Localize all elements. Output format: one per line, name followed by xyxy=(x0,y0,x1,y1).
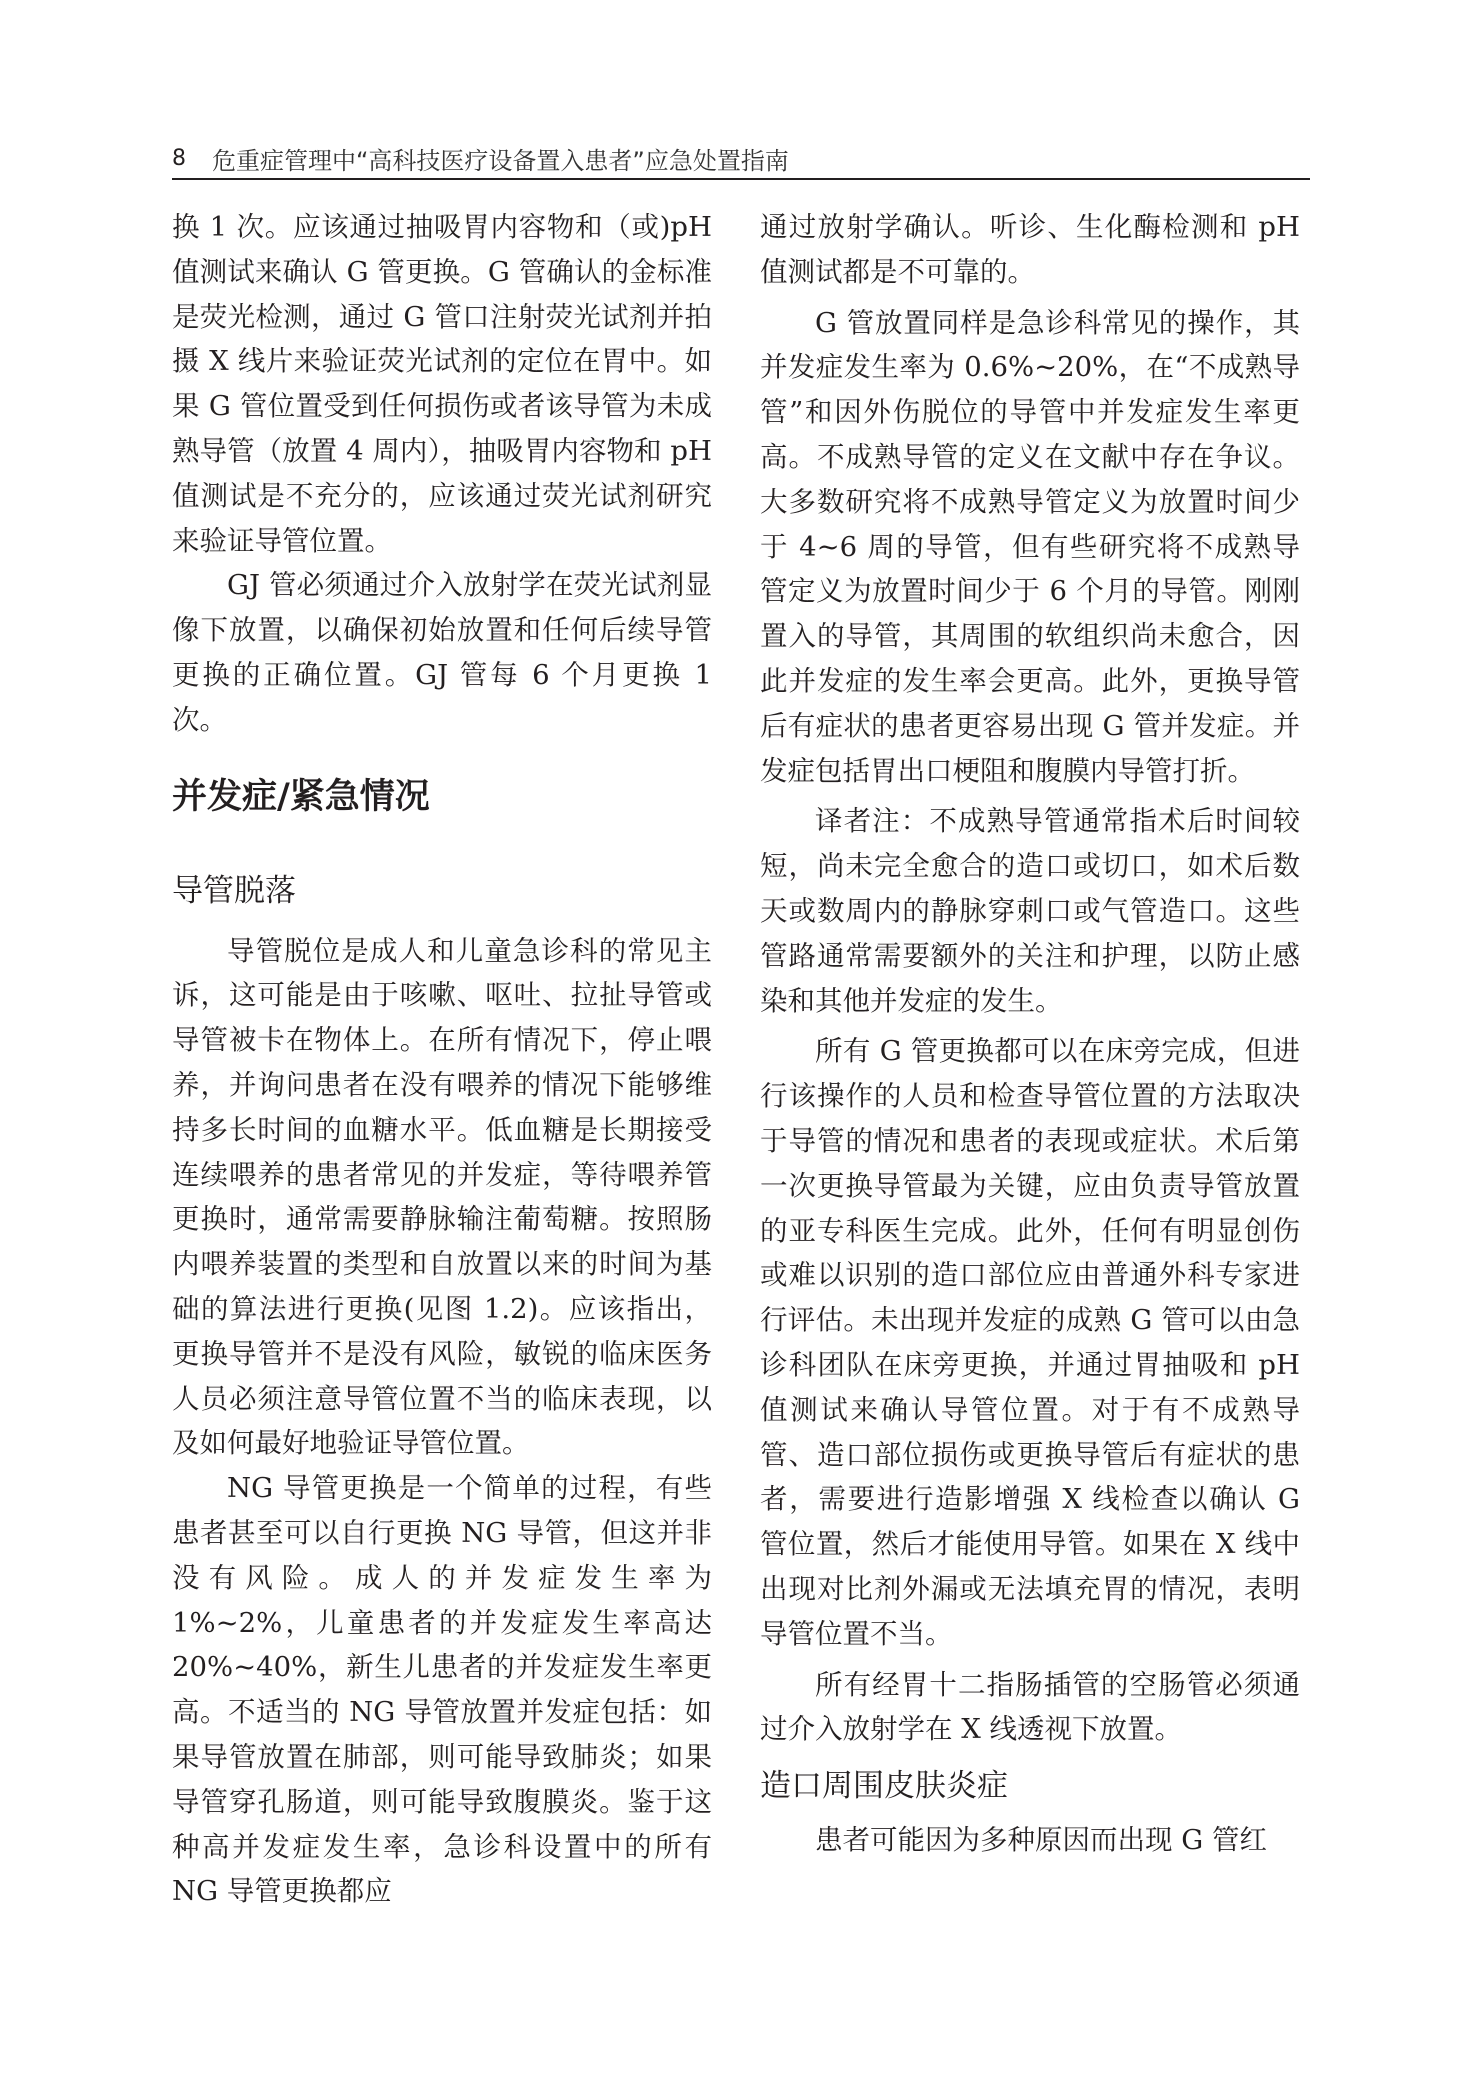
paragraph: NG 导管更换是一个简单的过程，有些患者甚至可以自行更换 NG 导管，但这并非没有风险。成人的并发症发生率为 1%~2%，儿童患者的并发症发生率高达 20%~40%，新生儿患者的并发症发生率更高。不适当的 NG 导管放置并发症包括：如果导管放置在肺部，则可能导致肺炎；如果导管穿孔肠道，则可能导致腹膜炎。鉴于这种高并发症发生率，急诊科设置中的所有 NG 导管更换都应 xyxy=(172,1472,712,1908)
left-column xyxy=(172,205,712,1914)
paragraph: 患者可能因为多种原因而出现 G 管红 xyxy=(815,1824,1267,1857)
paragraph: 译者注：不成熟导管通常指术后时间较短，尚未完全愈合的造口或切口，如术后数天或数周内的静脉穿刺口或气管造口。这些管路通常需要额外的关注和护理，以防止感染和其他并发症的发生。 xyxy=(760,805,1300,1017)
right-column xyxy=(760,205,1300,1863)
paragraph: 换 1 次。应该通过抽吸胃内容物和（或)pH 值测试来确认 G 管更换。G 管确认的金标准是荧光检测，通过 G 管口注射荧光试剂并拍摄 X 线片来验证荧光试剂的定位在胃中。如果 G 管位置受到任何损伤或者该导管为未成熟导管（放置 4 周内），抽吸胃内容物和 pH 值测试是不充分的，应该通过荧光试剂研究来验证导管位置。 xyxy=(172,211,712,557)
paragraph: GJ 管必须通过介入放射学在荧光试剂显像下放置，以确保初始放置和任何后续导管更换的正确位置。GJ 管每 6 个月更换 1次。 xyxy=(172,569,712,736)
subheading: 造口周围皮肤炎症 xyxy=(760,1768,1008,1805)
paragraph: 所有 G 管更换都可以在床旁完成，但进行该操作的人员和检查导管位置的方法取决于导管的情况和患者的表现或症状。术后第一次更换导管最为关键，应由负责导管放置的亚专科医生完成。此外，任何有明显创伤或难以识别的造口部位应由普通外科专家进行评估。未出现并发症的成熟 G 管可以由急诊科团队在床旁更换，并通过胃抽吸和 pH 值测试来确认导管位置。对于有不成熟导管、造口部位损伤或更换导管后有症状的患者，需要进行造影增强 X 线检查以确认 G 管位置，然后才能使用导管。如果在 X 线中出现对比剂外漏或无法填充胃的情况，表明导管位置不当。 xyxy=(760,1035,1300,1650)
paragraph: 导管脱位是成人和儿童急诊科的常见主诉，这可能是由于咳嗽、呕吐、拉扯导管或导管被卡在物体上。在所有情况下，停止喂养，并询问患者在没有喂养的情况下能够维持多长时间的血糖水平。低血糖是长期接受连续喂养的患者常见的并发症，等待喂养管更换时，通常需要静脉输注葡萄糖。按照肠内喂养装置的类型和自放置以来的时间为基础的算法进行更换(见图 1.2)。应该指出，更换导管并不是没有风险，敏锐的临床医务人员必须注意导管位置不当的临床表现，以及如何最好地验证导管位置。 xyxy=(172,934,712,1460)
running-header xyxy=(172,140,789,176)
section-heading: 并发症/紧急情况 xyxy=(172,776,430,817)
paragraph: 通过放射学确认。听诊、生化酶检测和 pH 值测试都是不可靠的。 xyxy=(760,211,1300,288)
book-title: 危重症管理中“高科技医疗设备置入患者”应急处置指南 xyxy=(212,146,789,175)
paragraph: 所有经胃十二指肠插管的空肠管必须通过介入放射学在 X 线透视下放置。 xyxy=(760,1668,1300,1746)
paragraph: G 管放置同样是急诊科常见的操作，其并发症发生率为 0.6%~20%，在“不成熟导管”和因外伤脱位的导管中并发症发生率更高。不成熟导管的定义在文献中存在争议。大多数研究将不成熟导管定义为放置时间少于 4~6 周的导管，但有些研究将不成熟导管定义为放置时间少于 6 个月的导管。刚刚置入的导管，其周围的软组织尚未愈合，因此并发症的发生率会更高。此外，更换导管后有症状的患者更容易出现 G 管并发症。并发症包括胃出口梗阻和腹膜内导管打折。 xyxy=(760,306,1300,787)
subheading: 导管脱落 xyxy=(172,872,296,909)
page-number: 8 xyxy=(172,145,186,171)
header-rule xyxy=(172,178,1310,180)
